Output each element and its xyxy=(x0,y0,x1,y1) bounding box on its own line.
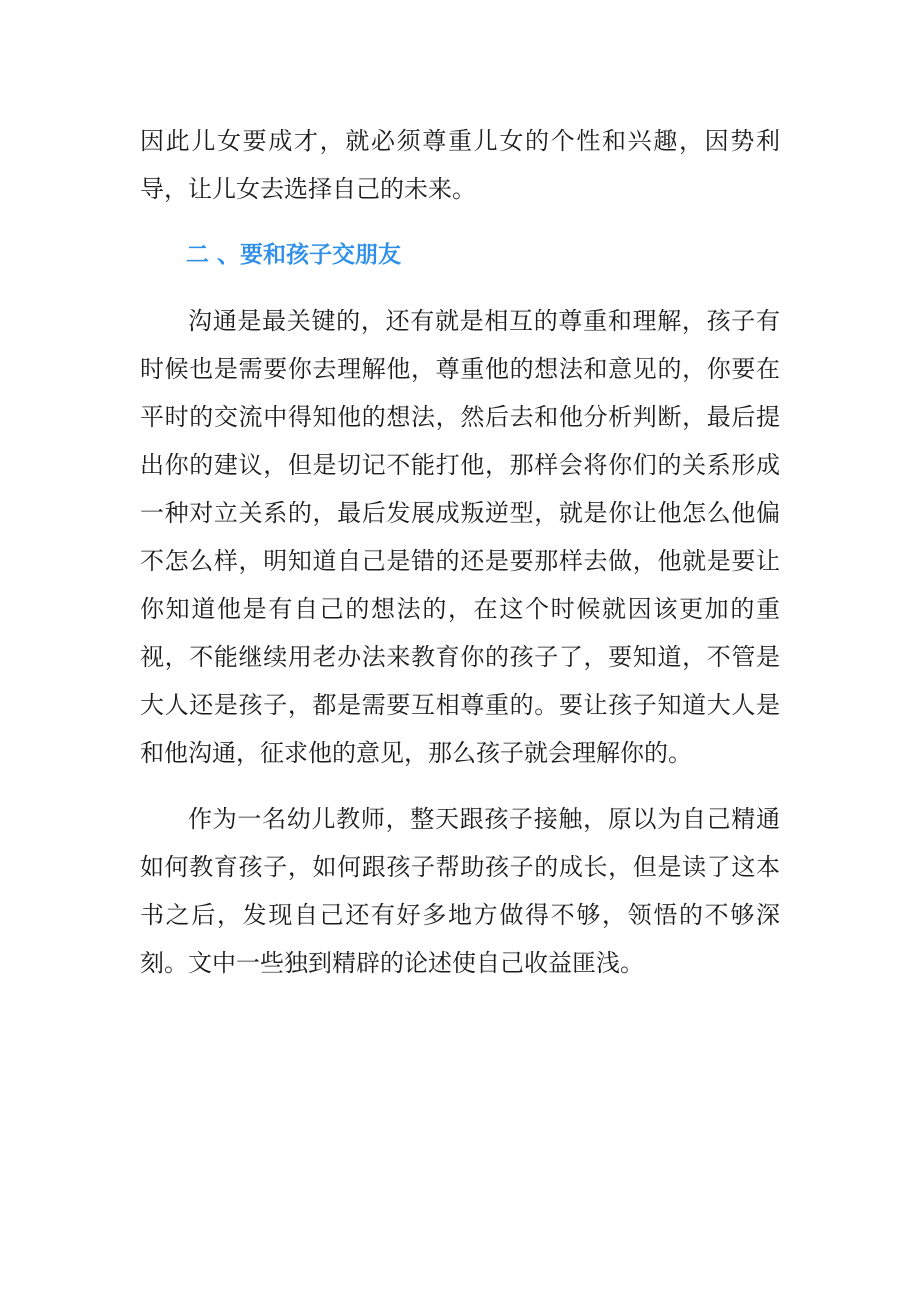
paragraph-reflection: 作为一名幼儿教师，整天跟孩子接触，原以为自己精通如何教育孩子，如何跟孩子帮助孩子的成长，但是读了这本书之后，发现自己还有好多地方做得不够，领悟的不够深刻。文中一些独到精辟的论述使自己收益匪浅。 xyxy=(140,805,780,977)
section-heading: 二 、要和孩子交朋友 xyxy=(186,242,402,268)
paragraph-spacer xyxy=(140,213,780,231)
paragraph-continued: 因此儿女要成才，就必须尊重儿女的个性和兴趣，因势利导，让儿女去选择自己的未来。 xyxy=(140,127,780,203)
paragraph-spacer xyxy=(140,777,780,795)
paragraph-spacer xyxy=(140,279,780,297)
paragraph-communication: 沟通是最关键的，还有就是相互的尊重和理解，孩子有时候也是需要你去理解他，尊重他的想法和意见的，你要在平时的交流中得知他的想法，然后去和他分析判断，最后提出你的建议，但是切记不能打他，那样会将你们的关系形成一种对立关系的，最后发展成叛逆型，就是你让他怎么他偏不怎么样，明知道自己是错的还是要那样去做，他就是要让你知道他是有自己的想法的，在这个时候就因该更加的重视，不能继续用老办法来教育你的孩子了，要知道，不管是大人还是孩子，都是需要互相尊重的。要让孩子知道大人是和他沟通，征求他的意见，那么孩子就会理解你的。 xyxy=(140,307,780,767)
document-body xyxy=(140,117,780,987)
